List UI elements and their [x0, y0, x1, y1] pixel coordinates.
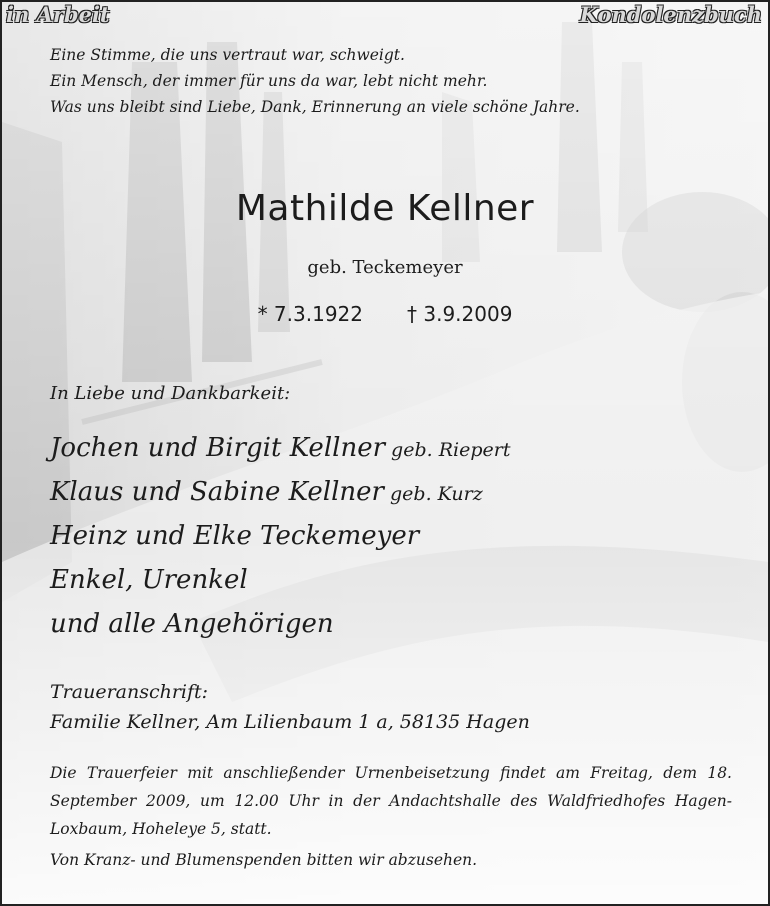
kondolenzbuch-link[interactable]: Kondolenzbuch: [579, 2, 762, 27]
mourner-name: Heinz und Elke Teckemeyer: [50, 521, 420, 551]
mourner-line: [50, 426, 510, 472]
mourner-name: Klaus und Sabine Kellner: [50, 477, 384, 507]
mourner-line: [50, 602, 334, 646]
mourner-line: [50, 514, 419, 558]
flowers-note: Von Kranz- und Blumenspenden bitten wir abzusehen.: [50, 851, 478, 869]
address-label: Traueranschrift:: [50, 681, 209, 703]
mourner-line: [50, 558, 248, 602]
mourners-lead: In Liebe und Dankbarkeit:: [50, 383, 291, 404]
life-dates: [2, 302, 768, 326]
mourner-name: Enkel, Urenkel: [50, 565, 248, 595]
deceased-name: Mathilde Kellner: [235, 188, 535, 229]
mourner-name: und alle Angehörigen: [50, 609, 334, 639]
intro-line-2: Ein Mensch, der immer für uns da war, lebt nicht mehr.: [50, 72, 488, 90]
address-value: Familie Kellner, Am Lilienbaum 1 a, 58135 Hagen: [50, 711, 530, 733]
intro-line-3: Was uns bleibt sind Liebe, Dank, Erinnerung an viele schöne Jahre.: [50, 98, 580, 116]
birth-date: * 7.3.1922: [257, 302, 363, 326]
mourner-maiden: geb. Riepert: [385, 439, 511, 461]
death-date: † 3.9.2009: [407, 302, 513, 326]
maiden-name: geb. Teckemeyer: [307, 257, 463, 278]
intro-line-1: Eine Stimme, die uns vertraut war, schweigt.: [50, 46, 405, 64]
in-arbeit-link[interactable]: in Arbeit: [6, 2, 110, 27]
funeral-details: Die Trauerfeier mit anschließender Urnenbeisetzung findet am Freitag, dem 18. September 2009, um 12.00 Uhr in der Andachtshalle des Waldfriedhofes Hagen-Loxbaum, Hoheleye 5, statt.: [50, 764, 732, 838]
mourner-name: Jochen und Birgit Kellner: [50, 433, 386, 463]
mourner-line: [50, 470, 483, 516]
mourner-maiden: geb. Kurz: [383, 483, 483, 505]
